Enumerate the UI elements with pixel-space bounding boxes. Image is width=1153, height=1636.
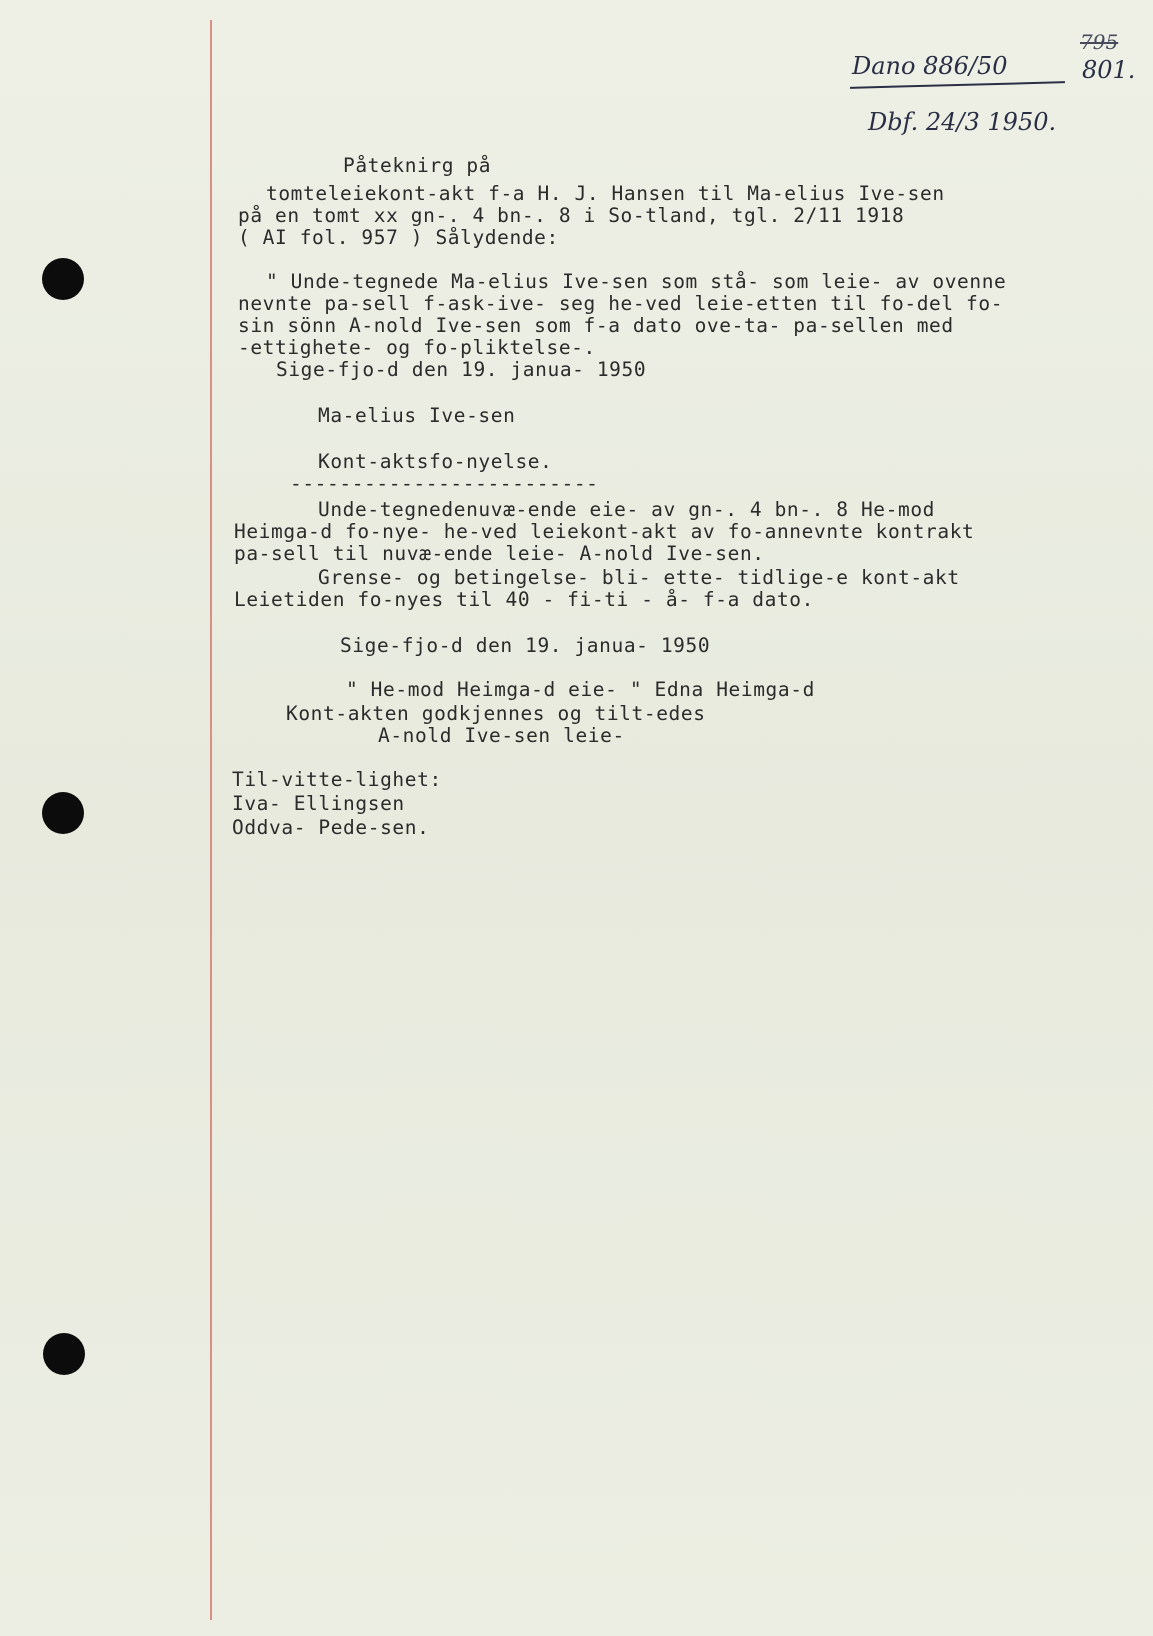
text-line-3: ( AI fol. 957 ) Sålydende: <box>238 226 559 249</box>
handwritten-underline <box>850 81 1065 89</box>
text-line-15: Grense- og betingelse- bli- ette- tidlige-e kont-akt <box>318 566 960 589</box>
signature-marelius: Ma-elius Ive-sen <box>318 404 516 427</box>
text-line-12: Unde-tegnedenuvæ-ende eie- av gn-. 4 bn-. 8 He-mod <box>318 498 935 521</box>
text-line-2: på en tomt xx gn-. 4 bn-. 8 i So-tland, tgl. 2/11 1918 <box>238 204 905 227</box>
document-title: Påteknirg på <box>343 154 492 177</box>
witness-heading: Til-vitte-lighet: <box>232 768 442 791</box>
text-line-1: tomteleiekont-akt f-a H. J. Hansen til Ma-elius Ive-sen <box>266 182 945 205</box>
witness-2: Oddva- Pede-sen. <box>232 816 430 839</box>
handwritten-folio-old: 795 <box>1080 30 1119 54</box>
text-line-14: pa-sell til nuvæ-ende leie- A-nold Ive-sen. <box>234 542 765 565</box>
text-line-7: -ettighete- og fo-pliktelse-. <box>238 336 596 359</box>
text-line-6: sin sönn A-nold Ive-sen som f-a dato ove-ta- pa-sellen med <box>238 314 954 337</box>
text-line-4: " Unde-tegnede Ma-elius Ive-sen som stå- som leie- av ovenne <box>266 270 1007 293</box>
text-line-5: nevnte pa-sell f-ask-ive- seg he-ved leie-etten til fo-del fo- <box>238 292 1004 315</box>
witness-1: Iva- Ellingsen <box>232 792 405 815</box>
text-line-16: Leietiden fo-nyes til 40 - fi-ti - å- f-a dato. <box>234 588 814 611</box>
signature-line-heimgard: " He-mod Heimga-d eie- " Edna Heimga-d <box>346 678 815 701</box>
margin-line <box>210 20 212 1620</box>
punch-hole-middle <box>42 792 84 834</box>
section-divider: ------------------------- <box>290 472 599 495</box>
handwritten-ref-number: Dano 886/50 <box>852 52 1008 80</box>
punch-hole-bottom <box>43 1333 85 1375</box>
text-line-8: Sige-fjo-d den 19. janua- 1950 <box>276 358 647 381</box>
handwritten-date-note: Dbf. 24/3 1950. <box>868 108 1057 136</box>
handwritten-folio-new: 801. <box>1082 56 1136 84</box>
section-heading-renewal: Kont-aktsfo-nyelse. <box>318 450 553 473</box>
punch-hole-top <box>42 258 84 300</box>
text-line-approval: Kont-akten godkjennes og tilt-edes <box>286 702 706 725</box>
text-line-17: Sige-fjo-d den 19. janua- 1950 <box>340 634 711 657</box>
text-line-13: Heimga-d fo-nye- he-ved leiekont-akt av fo-annevnte kontrakt <box>234 520 975 543</box>
signature-arnold: A-nold Ive-sen leie- <box>378 724 625 747</box>
